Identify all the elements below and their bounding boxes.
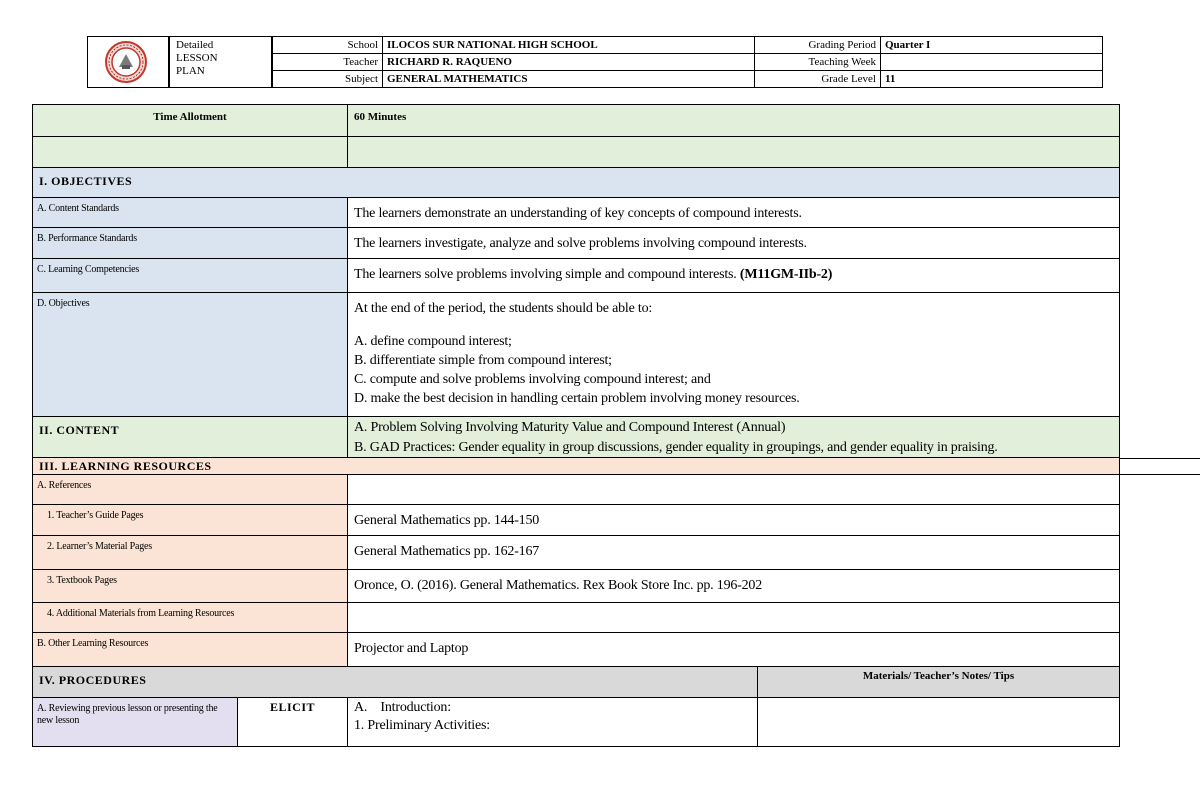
teaching-week-value [881, 54, 1103, 71]
objective-item [354, 351, 1113, 370]
school-value: ILOCOS SUR NATIONAL HIGH SCHOOL [383, 37, 755, 54]
competencies-value: The learners solve problems involving simple and compound interests. [354, 267, 737, 282]
elicit-phase: ELICIT [237, 697, 348, 747]
competencies-cell [347, 258, 1120, 293]
teacher-value: RICHARD R. RAQUENO [383, 54, 755, 71]
objectives-cell [347, 292, 1120, 417]
competencies-code: (M11GM-IIb-2) [739, 267, 833, 282]
objective-letter: B. [354, 353, 367, 368]
content-line-a: A. Problem Solving Involving Maturity Value and Compound Interest (Annual) [354, 420, 786, 435]
tb-label: 3. Textbook Pages [32, 569, 348, 603]
teaching-week-label: Teaching Week [755, 54, 881, 71]
lm-value: General Mathematics pp. 162-167 [347, 535, 1120, 570]
objective-item [354, 332, 1113, 351]
content-line-b: B. GAD Practices: Gender equality in group discussions, gender equality in groupings, and gender equality in praising. [354, 440, 998, 455]
objective-item [354, 370, 1113, 389]
objective-text: make the best decision in handling certain problem involving money resources. [370, 391, 800, 406]
competencies-label: C. Learning Competencies [32, 258, 348, 293]
school-label: School [273, 37, 383, 54]
objective-letter: C. [354, 372, 367, 387]
objective-letter: D. [354, 391, 368, 406]
procedure-content [347, 697, 758, 747]
tg-value: General Mathematics pp. 144-150 [347, 504, 1120, 536]
grade-level-label: Grade Level [755, 71, 881, 88]
school-logo [87, 36, 169, 88]
teacher-label: Teacher [273, 54, 383, 71]
introduction-line: A. Introduction: [354, 700, 451, 715]
blank-cell-left [32, 136, 348, 168]
performance-standards-value: The learners investigate, analyze and solve problems involving compound interests. [347, 227, 1120, 259]
content-standards-value: The learners demonstrate an understanding of key concepts of compound interests. [347, 197, 1120, 228]
dlp-line-3: PLAN [176, 65, 205, 77]
subject-value: GENERAL MATHEMATICS [383, 71, 755, 88]
content-standards-label: A. Content Standards [32, 197, 348, 228]
blank-cell-right [347, 136, 1120, 168]
objective-text: define compound interest; [370, 334, 512, 349]
dlp-line-1: Detailed [176, 39, 214, 51]
additional-materials-value [347, 602, 1120, 633]
additional-materials-label: 4. Additional Materials from Learning Resources [32, 602, 348, 633]
objective-text: differentiate simple from compound interest; [369, 353, 612, 368]
objective-letter: A. [354, 334, 368, 349]
performance-standards-label: B. Performance Standards [32, 227, 348, 259]
grading-period-label: Grading Period [755, 37, 881, 54]
preliminary-activities-line: 1. Preliminary Activities: [354, 718, 490, 733]
content-cell [347, 416, 1120, 458]
divider-line [1120, 458, 1200, 459]
grade-level-value: 11 [881, 71, 1103, 88]
references-label: A. References [32, 474, 348, 505]
resources-heading: III. LEARNING RESOURCES [32, 457, 1120, 475]
time-allotment-value: 60 Minutes [347, 104, 1120, 137]
school-seal-icon [88, 37, 168, 87]
reviewing-lesson-label: A. Reviewing previous lesson or presenting the new lesson [32, 697, 238, 747]
divider-line [1120, 474, 1200, 475]
tg-label: 1. Teacher’s Guide Pages [32, 504, 348, 536]
lm-label: 2. Learner’s Material Pages [32, 535, 348, 570]
notes-heading: Materials/ Teacher’s Notes/ Tips [757, 666, 1120, 698]
header-info-table [272, 36, 1103, 88]
content-heading: II. CONTENT [32, 416, 348, 458]
subject-label: Subject [273, 71, 383, 88]
tb-value: Oronce, O. (2016). General Mathematics. Rex Book Store Inc. pp. 196-202 [347, 569, 1120, 603]
grading-period-value: Quarter I [881, 37, 1103, 54]
objectives-intro: At the end of the period, the students should be able to: [354, 301, 653, 316]
dlp-line-2: LESSON [176, 52, 218, 64]
time-allotment-label: Time Allotment [32, 104, 348, 137]
objectives-label: D. Objectives [32, 292, 348, 417]
other-resources-label: B. Other Learning Resources [32, 632, 348, 667]
objective-text: compute and solve problems involving compound interest; and [369, 372, 711, 387]
notes-cell [757, 697, 1120, 747]
objective-item [354, 389, 1113, 408]
objectives-heading: I. OBJECTIVES [32, 167, 1120, 198]
document-type-box [169, 36, 272, 88]
procedures-heading: IV. PROCEDURES [32, 666, 758, 698]
references-value [347, 474, 1120, 505]
other-resources-value: Projector and Laptop [347, 632, 1120, 667]
